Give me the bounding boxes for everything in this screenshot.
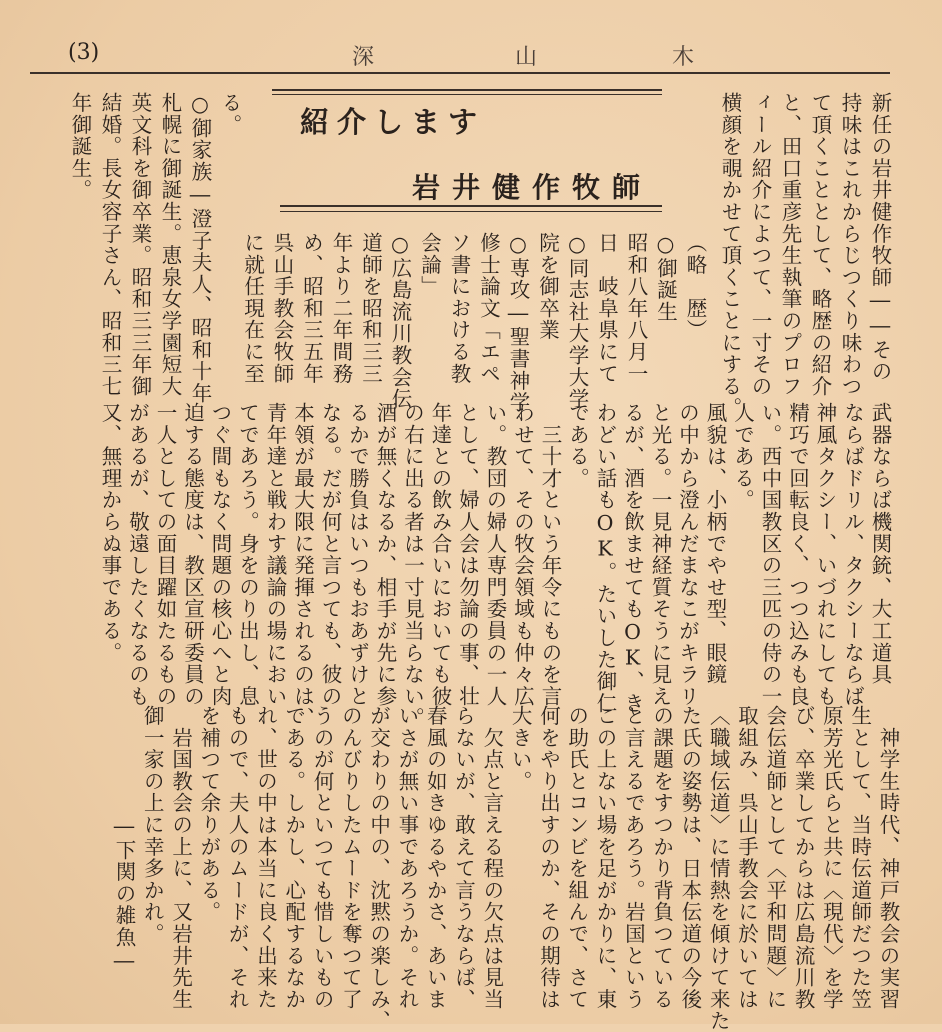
- body-middle-text-column: 青年達と戦わす議論の場におい: [263, 402, 287, 708]
- title-rule-top: [272, 89, 662, 91]
- career-summary: [233, 232, 705, 413]
- body-middle-text-column: なる。だが何と言つても、彼の: [318, 402, 342, 708]
- body-middle-text-column: である。: [565, 402, 590, 490]
- career-text-column: ○同志社大学大学: [565, 232, 589, 410]
- title-rule-bottom-inner: [280, 211, 662, 212]
- career-text-column: 昭和八年八月一: [624, 232, 648, 385]
- career-text-column: ○御誕生: [653, 232, 678, 323]
- body-bottom-text-column: 岩国教会の上に、又岩井先生: [168, 705, 193, 1011]
- family-text-column: ○御家族―澄子夫人、昭和十年: [188, 92, 212, 405]
- body-bottom-text-column: 欠点と言える程の欠点は見当: [479, 705, 504, 1011]
- body-middle-text-column: 人である。: [730, 402, 755, 511]
- career-text-column: 日 岐阜県にて: [594, 232, 619, 385]
- career-text-column: 修士論文「エペ: [476, 232, 501, 385]
- body-bottom-text-column: のんびりしたムードを奪つて了: [338, 705, 363, 1011]
- body-middle-text-column: 本領が最大限に発揮されるのは、: [290, 402, 315, 729]
- career-text-column: ソ書における教: [447, 232, 471, 385]
- intro-text-column: 新任の岩井健作牧師――その: [868, 92, 892, 383]
- body-middle-text-column: つぐ間もなく問題の核心へと肉: [208, 402, 232, 708]
- career-text-column: （略 歴）: [683, 232, 707, 341]
- body-bottom-text-column: 〈職域伝道〉に情熱を傾けて来た: [706, 705, 731, 1032]
- body-bottom-text-column: を補つて余りがある。: [196, 705, 221, 923]
- masthead-char: 深: [352, 45, 375, 70]
- body-middle-text-column: 精巧で回転良く、つつ込みも良: [785, 402, 810, 708]
- body-middle-text-column: てであろう。身をのり出し、息: [235, 402, 260, 708]
- body-middle-text-column: と光る。一見神経質そうに見え: [648, 402, 672, 708]
- body-middle-text-column: わどい話もOK。たいした御仁: [593, 402, 617, 715]
- intro-text-column: て頂くこととして、略歴の紹介: [808, 92, 832, 398]
- title-rule-top-inner: [272, 94, 662, 95]
- family-info: [60, 92, 240, 404]
- pastor-name-heading: 岩井健作牧師: [412, 171, 653, 204]
- career-text-column: 呉山手教会牧師: [270, 232, 294, 385]
- body-bottom-text-column: 御一家の上に幸多かれ。: [140, 705, 165, 945]
- career-text-column: に就任現在に至: [240, 232, 265, 385]
- profile-body-bottom: [106, 705, 898, 1032]
- body-bottom-text-column: と言えるであろう。岩国という: [621, 705, 646, 1011]
- body-middle-text-column: として、婦人会は勿論の事、壮: [455, 402, 480, 708]
- family-text-column: 年御誕生。: [68, 92, 92, 201]
- body-bottom-text-column: 何をやり出すのか、その期待は: [536, 705, 561, 1011]
- body-middle-text-column: るが、酒を飲ませてもOK、き: [620, 402, 645, 715]
- body-bottom-text-column: び、卒業してからは広島流川教: [791, 705, 816, 1011]
- body-bottom-text-column: 取組み、呉山手教会に於いては: [734, 705, 759, 1011]
- body-bottom-text-column: 春風の如きゆるやかさ、あいま: [423, 705, 448, 1011]
- body-middle-text-column: い。教団の婦人専門委員の一人: [483, 402, 507, 708]
- body-middle-text-column: い。西中国教区の三匹の侍の一: [758, 402, 782, 708]
- career-text-column: 道師を昭和三三: [358, 232, 383, 385]
- body-middle-text-column: 一人としての面目躍如たるもの: [153, 402, 177, 708]
- page-number: (3): [68, 40, 100, 65]
- body-bottom-text-column: 神学生時代、神戸教会の実習: [876, 705, 900, 1011]
- body-middle-text-column: の中から澄んだまなこがキラリ: [675, 402, 700, 708]
- body-bottom-text-column: た氏の姿勢は、日本伝道の今後: [677, 705, 702, 1011]
- body-bottom-text-column: 会伝道師として〈平和問題〉に: [762, 705, 787, 1011]
- career-text-column: 会論」: [417, 232, 442, 298]
- family-text-column: る。: [218, 92, 242, 136]
- article-title: 紹介します: [300, 105, 486, 139]
- family-text-column: 札幌に御誕生。恵泉女学園短大: [158, 92, 182, 398]
- intro-paragraph: [710, 92, 890, 419]
- career-text-column: め、昭和三五年: [299, 232, 324, 385]
- career-text-column: 院を御卒業: [535, 232, 560, 341]
- body-bottom-text-column: この上ない場を足がかりに、東: [593, 705, 618, 1011]
- body-bottom-text-column: 原芳光氏らと共に〈現代〉を学: [819, 705, 844, 1011]
- intro-text-column: と、田口重彦先生執筆のプロフ: [778, 92, 802, 398]
- body-bottom-text-column: の課題をすつかり背負つている: [649, 705, 674, 1011]
- body-bottom-text-column: である。しかし、心配するなか: [281, 705, 306, 1011]
- masthead-char: 山: [515, 45, 538, 70]
- intro-text-column: 持味はこれからじつくり味わつ: [838, 92, 862, 398]
- intro-text-column: 横顔を覗かせて頂くことにする。: [718, 92, 742, 419]
- body-bottom-text-column: うのが何といつても惜しいもの: [310, 705, 335, 1011]
- body-middle-text-column: るかで勝負はいつもおあずけと: [345, 402, 370, 708]
- profile-body-middle: [93, 402, 891, 729]
- masthead-char: 木: [672, 45, 695, 70]
- body-bottom-text-column: れ、世の中は本当に良く出来た: [253, 705, 278, 1011]
- body-bottom-text-column: 大きい。: [508, 705, 533, 793]
- career-text-column: ○専攻―聖書神学: [506, 232, 530, 414]
- intro-text-column: ィール紹介によつて、一寸その: [748, 92, 772, 398]
- body-bottom-text-column: が交わりの中の、沈黙の楽しみ、: [366, 705, 391, 1032]
- body-middle-text-column: 迫する態度は、教区宣研委員の: [180, 402, 205, 708]
- body-middle-text-column: の右に出る者は一寸見当らない。: [400, 402, 425, 729]
- body-middle-text-column: 又、無理からぬ事である。: [98, 402, 122, 664]
- family-text-column: 英文科を御卒業。昭和三三年御: [128, 92, 152, 398]
- body-middle-text-column: わせて、その牧会領域も仲々広: [510, 402, 535, 708]
- body-middle-text-column: 酒が無くなるか、相手が先に参: [373, 402, 397, 708]
- career-text-column: 年より二年間務: [329, 232, 353, 385]
- body-middle-text-column: ならばドリル、タクシーならば: [840, 402, 865, 708]
- body-middle-text-column: があるが、敬遠したくなるのも: [125, 402, 150, 708]
- family-text-column: 結婚。長女容子さん、昭和三七: [98, 92, 122, 398]
- body-middle-text-column: 武器ならば機関銃、大工道具: [868, 402, 892, 686]
- body-bottom-text-column: もので、夫人のムードが、それ: [225, 705, 250, 1011]
- career-text-column: ○広島流川教会伝: [388, 232, 412, 410]
- header-rule: [30, 72, 890, 74]
- body-bottom-text-column: ―下関の雑魚―: [111, 705, 136, 974]
- body-bottom-text-column: らないが、敢えて言うならば、: [451, 705, 476, 1011]
- body-middle-text-column: 風貌は、小柄でやせ型、眼鏡: [703, 402, 727, 686]
- body-middle-text-column: 神風タクシー、いづれにしても: [813, 402, 837, 708]
- body-bottom-text-column: 生として、当時伝道師だつた笠: [847, 705, 872, 1011]
- body-bottom-text-column: の助氏とコンビを組んで、さて: [564, 705, 589, 1011]
- body-middle-text-column: 年達との飲み合いにおいても彼: [428, 402, 452, 708]
- body-middle-text-column: 三十才という年令にものを言: [538, 402, 562, 708]
- body-bottom-text-column: いさが無い事であろうか。それ: [394, 705, 419, 1011]
- title-rule-bottom: [280, 205, 662, 207]
